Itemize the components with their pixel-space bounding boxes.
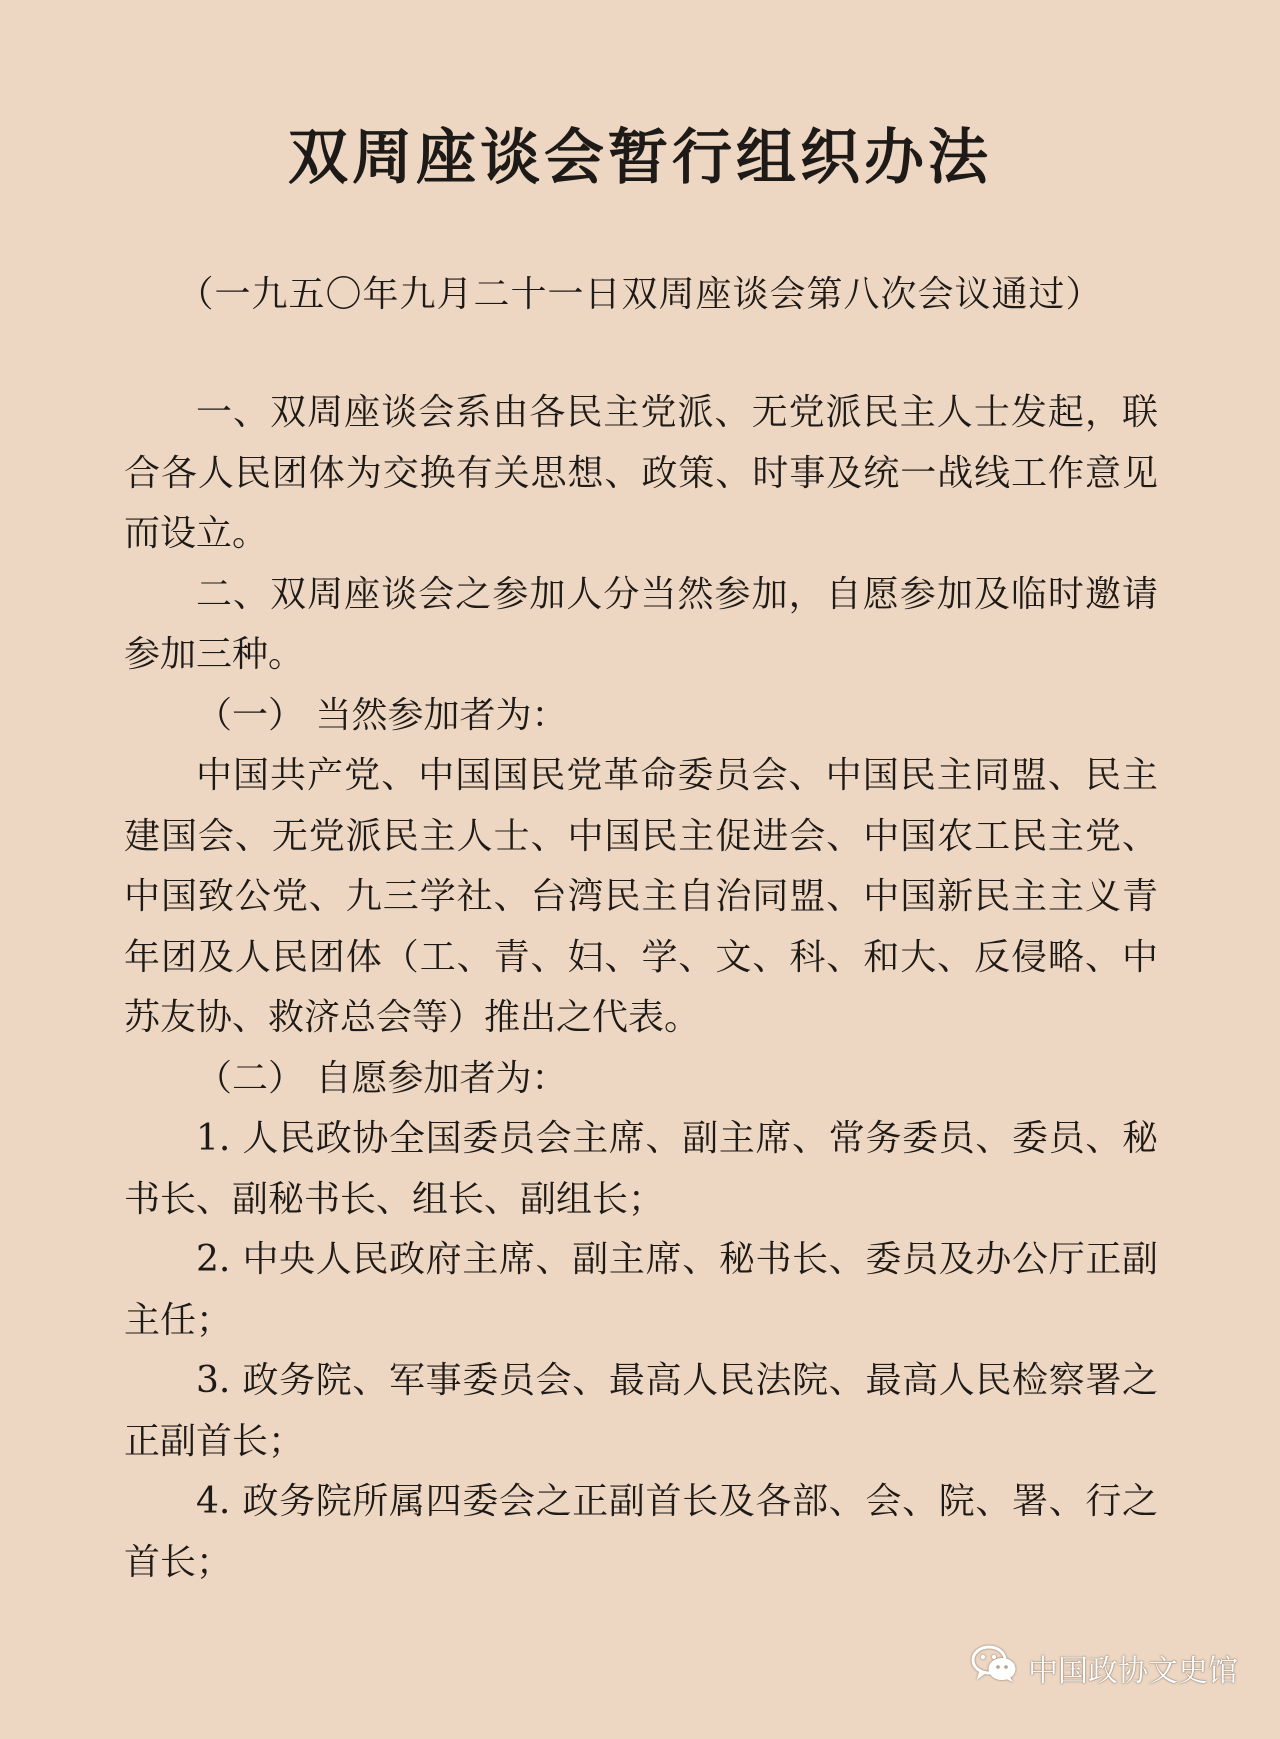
document-body xyxy=(124,383,1158,1593)
document-subtitle: （一九五〇年九月二十一日双周座谈会第八次会议通过） xyxy=(177,274,1103,315)
paragraph-1: 一、双周座谈会系由各民主党派、无党派民主人士发起，联合各人民团体为交换有关思想、政策、时事及统一战线工作意见而设立。 xyxy=(124,392,1158,554)
paragraph-3: （一） 当然参加者为： xyxy=(196,694,568,736)
paragraph-5: （二） 自愿参加者为： xyxy=(196,1057,568,1099)
paragraph-9: 4. 政务院所属四委会之正副首长及各部、会、院、署、行之首长； xyxy=(124,1481,1158,1583)
paragraph-7: 2. 中央人民政府主席、副主席、秘书长、委员及办公厅正副主任； xyxy=(124,1239,1158,1341)
document-title: 双周座谈会暂行组织办法 xyxy=(288,123,992,193)
paragraph-8: 3. 政务院、军事委员会、最高人民法院、最高人民检察署之正副首长； xyxy=(124,1360,1158,1462)
paragraph-4: 中国共产党、中国国民党革命委员会、中国民主同盟、民主建国会、无党派民主人士、中国民主促进会、中国农工民主党、中国致公党、九三学社、台湾民主自治同盟、中国新民主主义青年团及人民团体（工、青、妇、学、文、科、和大、反侵略、中苏友协、救济总会等）推出之代表。 xyxy=(124,755,1158,1038)
paragraph-6: 1. 人民政协全国委员会主席、副主席、常务委员、委员、秘书长、副秘书长、组长、副组长； xyxy=(124,1118,1158,1220)
watermark xyxy=(970,1646,1238,1690)
watermark-label: 中国政协文史馆 xyxy=(1028,1654,1238,1689)
paragraph-2: 二、双周座谈会之参加人分当然参加，自愿参加及临时邀请参加三种。 xyxy=(124,573,1158,675)
wechat-icon xyxy=(970,1644,1018,1692)
